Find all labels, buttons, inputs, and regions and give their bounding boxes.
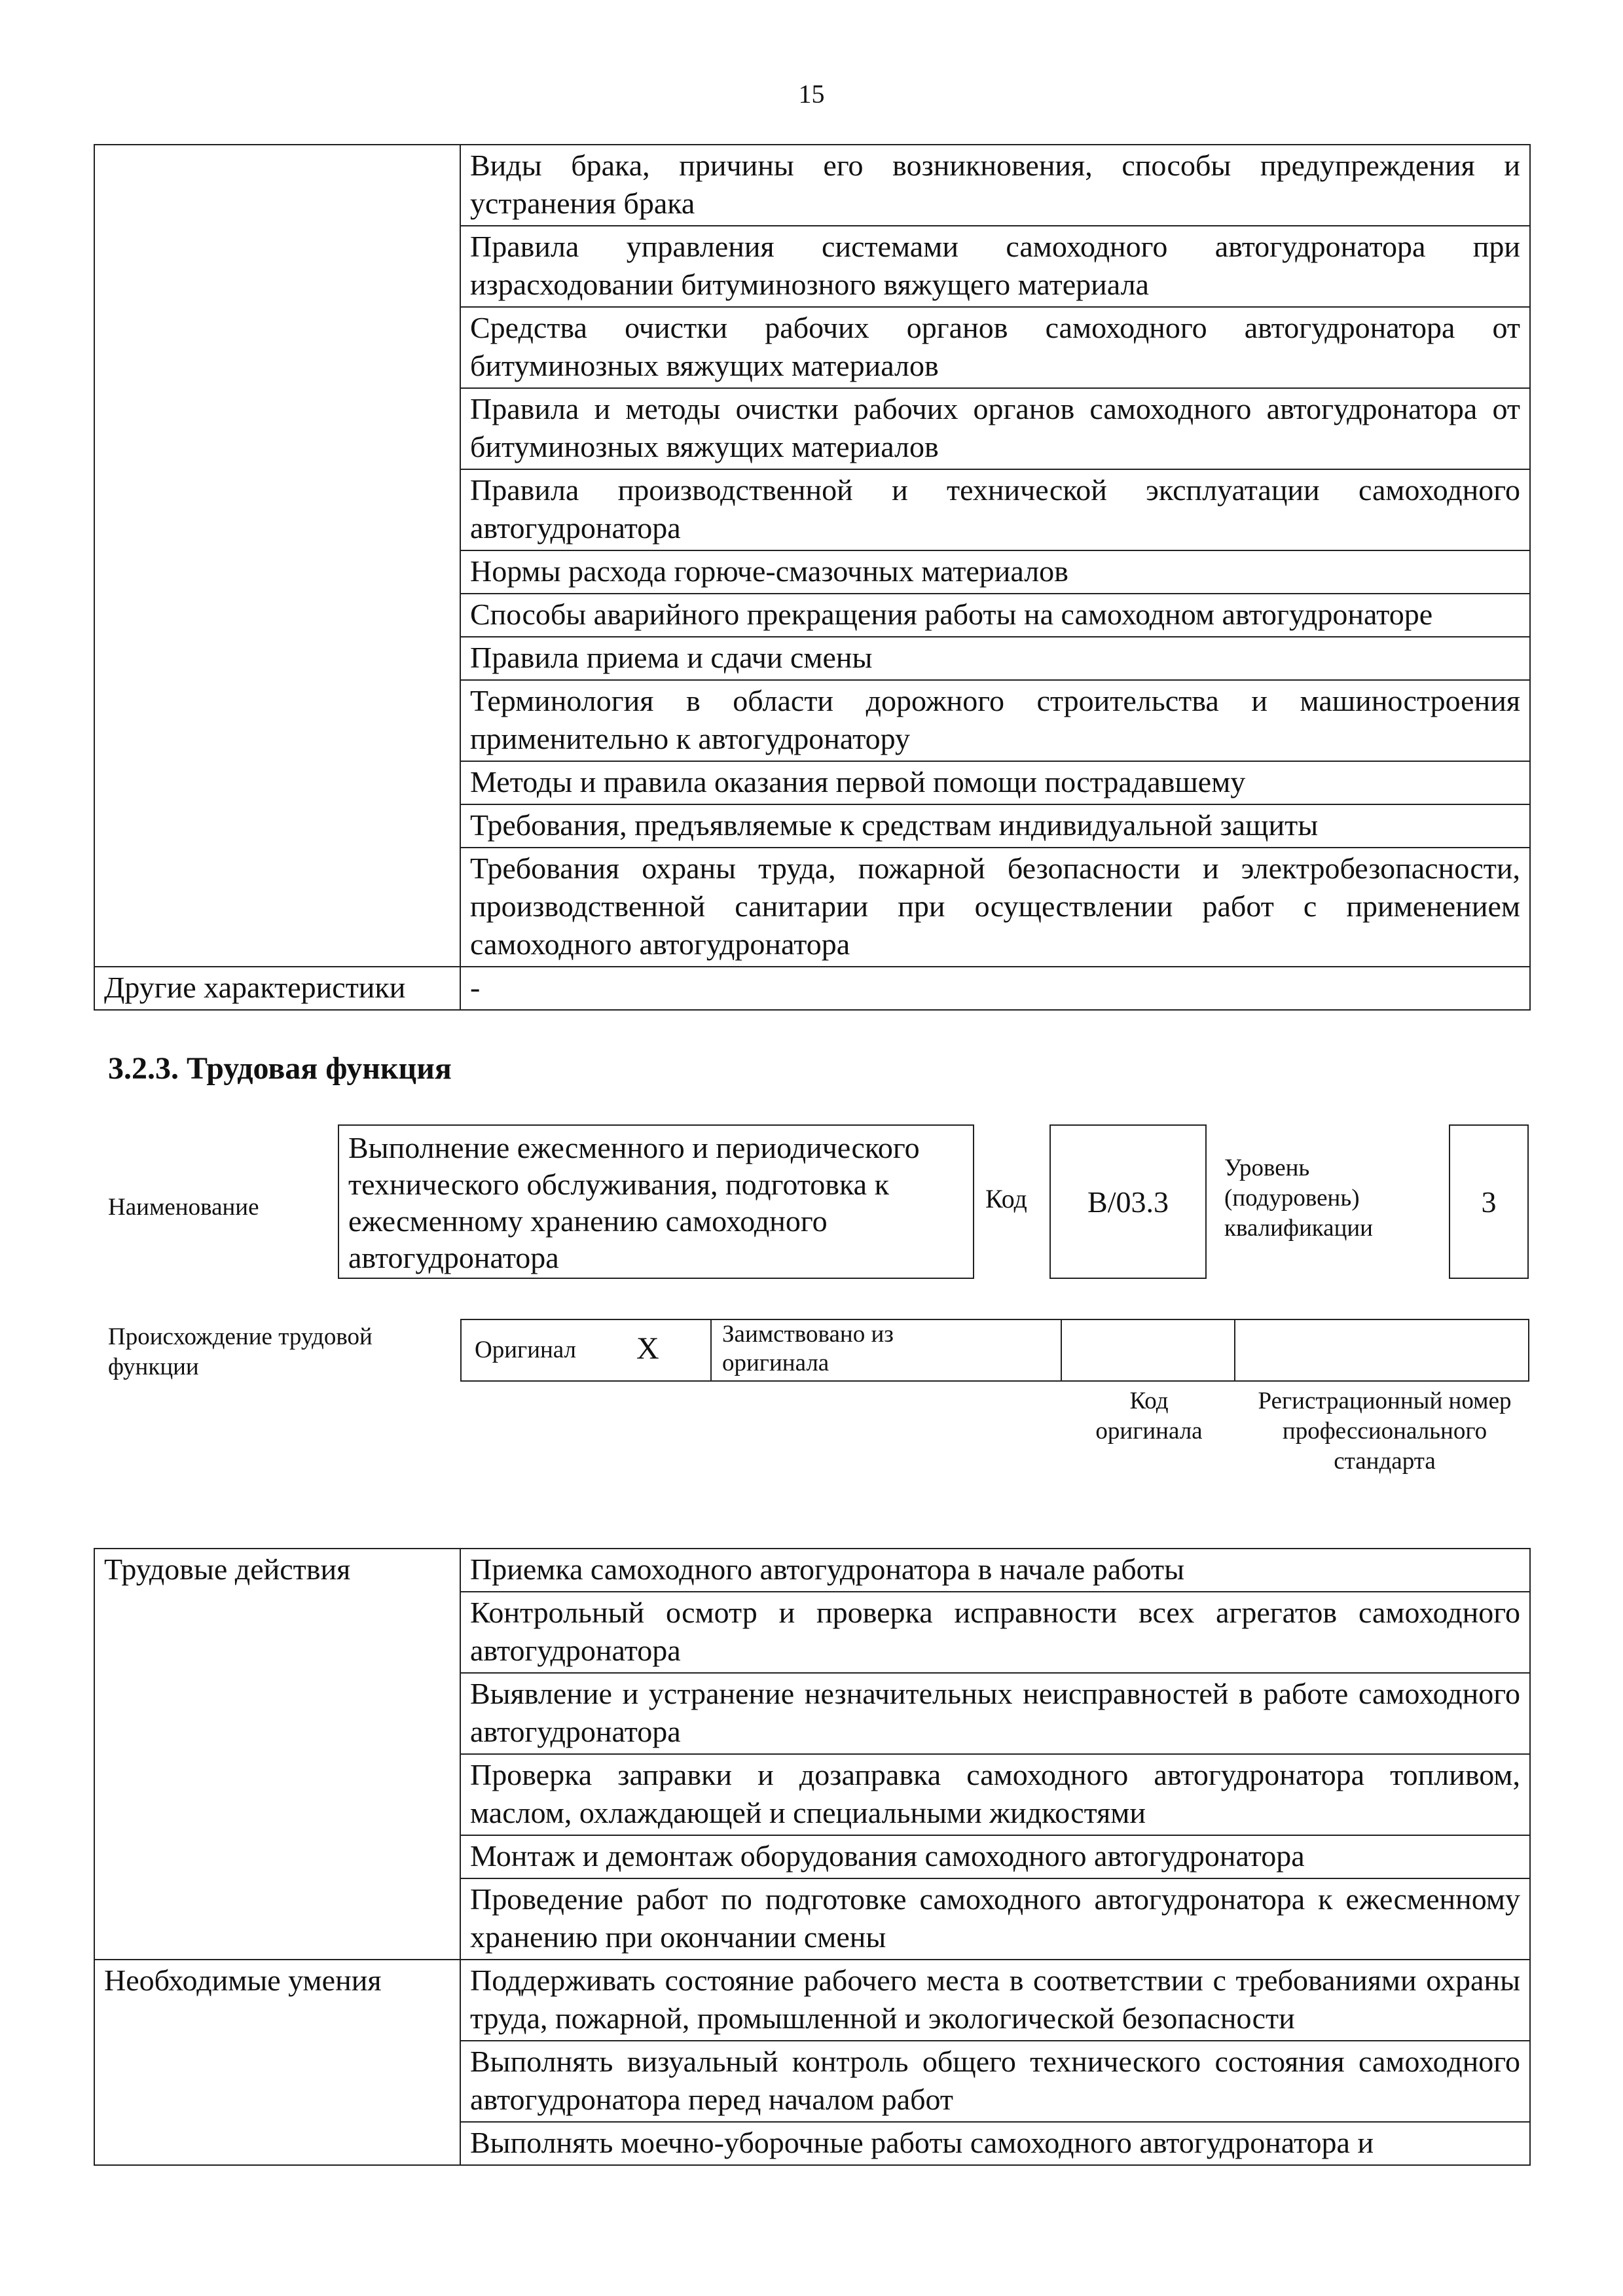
code-box	[1049, 1124, 1207, 1279]
row-label: Трудовые действия	[94, 1549, 460, 1960]
row-item: Контрольный осмотр и проверка исправности всех агрегатов самоходного автогудронатора	[460, 1592, 1530, 1673]
row-item: Требования, предъявляемые к средствам индивидуальной защиты	[460, 804, 1530, 848]
origin-divider-1	[710, 1319, 712, 1382]
row-item: Приемка самоходного автогудронатора в начале работы	[460, 1549, 1530, 1592]
row-item: Выявление и устранение незначительных неисправностей в работе самоходного автогудронатора	[460, 1673, 1530, 1754]
row-item: Выполнять визуальный контроль общего технического состояния самоходного автогудронатора перед началом работ	[460, 2041, 1530, 2122]
origin-table	[460, 1319, 1529, 1382]
origin-divider-3	[1234, 1319, 1235, 1382]
page-number: 15	[798, 79, 825, 109]
row-item: -	[460, 967, 1530, 1010]
level-box	[1449, 1124, 1529, 1279]
row-item: Проведение работ по подготовке самоходного автогудронатора к ежесменному хранению при окончании смены	[460, 1878, 1530, 1960]
row-item: Правила и методы очистки рабочих органов самоходного автогудронатора от битуминозных вяжущих материалов	[460, 388, 1530, 469]
row-item: Средства очистки рабочих органов самоходного автогудронатора от битуминозных вяжущих материалов	[460, 307, 1530, 388]
row-item: Выполнять моечно-уборочные работы самоходного автогудронатора и	[460, 2122, 1530, 2165]
row-item: Правила производственной и технической эксплуатации самоходного автогудронатора	[460, 469, 1530, 550]
row-item: Поддерживать состояние рабочего места в соответствии с требованиями охраны труда, пожарной, промышленной и экологической безопасности	[460, 1960, 1530, 2041]
reg-number-caption: Регистрационный номер профессионального стандарта	[1258, 1388, 1512, 1475]
row-item: Нормы расхода горюче-смазочных материалов	[460, 550, 1530, 594]
code-original-caption: Код оригинала	[1095, 1388, 1203, 1444]
table-row	[94, 1960, 1530, 2041]
row-item: Виды брака, причины его возникновения, способы предупреждения и устранения брака	[460, 145, 1530, 226]
knowledge-table	[94, 144, 1531, 1011]
level-value: 3	[1481, 1185, 1497, 1219]
row-item: Правила приема и сдачи смены	[460, 637, 1530, 680]
function-name-box	[338, 1124, 974, 1279]
row-item: Правила управления системами самоходного автогудронатора при израсходовании битуминозного вяжущего материала	[460, 226, 1530, 307]
row-item: Способы аварийного прекращения работы на самоходном автогудронаторе	[460, 594, 1530, 637]
row-item: Монтаж и демонтаж оборудования самоходного автогудронатора	[460, 1835, 1530, 1878]
level-label: Уровень (подуровень) квалификации	[1224, 1155, 1373, 1242]
code-label: Код	[985, 1184, 1027, 1213]
table-row	[94, 967, 1530, 1010]
code-value: B/03.3	[1087, 1185, 1169, 1219]
row-label	[94, 145, 460, 967]
row-label: Необходимые умения	[94, 1960, 460, 2165]
table-row	[94, 145, 1530, 226]
function-name-value: Выполнение ежесменного и периодического технического обслуживания, подготовка к ежесменному хранению самоходного автогудронатора	[348, 1131, 920, 1274]
row-item: Проверка заправки и дозаправка самоходного автогудронатора топливом, маслом, охлаждающей и специальными жидкостями	[460, 1754, 1530, 1835]
row-item: Терминология в области дорожного строительства и машиностроения применительно к автогудронатору	[460, 680, 1530, 761]
row-item: Требования охраны труда, пожарной безопасности и электробезопасности, производственной санитарии при осуществлении работ с применением самоходного автогудронатора	[460, 848, 1530, 967]
origin-divider-2	[1061, 1319, 1062, 1382]
table-row	[94, 1549, 1530, 1592]
section-title: 3.2.3. Трудовая функция	[108, 1051, 452, 1086]
row-item: Методы и правила оказания первой помощи пострадавшему	[460, 761, 1530, 804]
origin-label: Происхождение трудовой функции	[108, 1323, 373, 1380]
row-label: Другие характеристики	[94, 967, 460, 1010]
borrowed-label: Заимствовано из оригинала	[722, 1321, 894, 1376]
original-label: Оригинал	[475, 1336, 577, 1363]
actions-skills-table	[94, 1548, 1531, 2166]
name-label: Наименование	[108, 1194, 259, 1221]
original-mark: X	[636, 1331, 659, 1366]
